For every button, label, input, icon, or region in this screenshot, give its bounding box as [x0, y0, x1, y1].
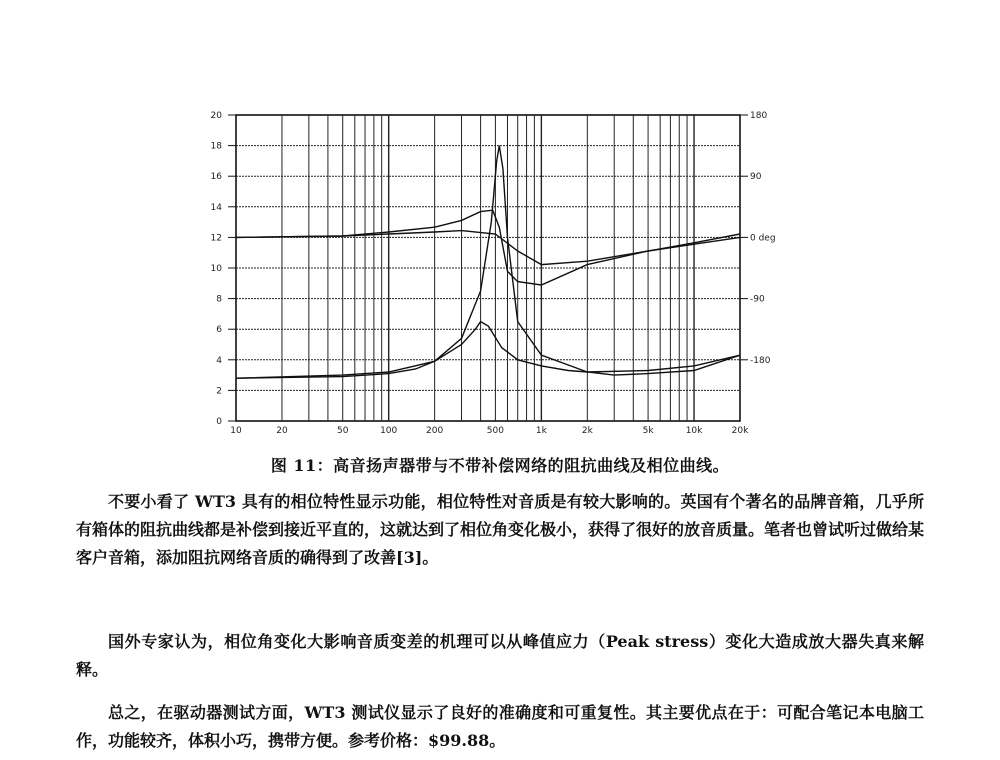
x-tick-label: 2k	[581, 426, 593, 436]
y-tick-label: 2	[216, 386, 222, 397]
x-tick-label: 20	[276, 426, 288, 436]
curve-1	[236, 322, 740, 379]
body-paragraph-1: 不要小看了 WT3 具有的相位特性显示功能，相位特性对音质是有较大影响的。英国有个著名的品牌音箱，几乎所有箱体的阻抗曲线都是补偿到接近平直的，这就达到了相位角变化极小，获得了很好的放音质量。笔者也曾试听过做给某客户音箱，添加阻抗网络音质的确得到了改善[3]。	[76, 492, 925, 567]
y2-tick-label: 180	[750, 111, 768, 121]
figure-caption: 图 11：高音扬声器带与不带补偿网络的阻抗曲线及相位曲线。	[270, 456, 730, 475]
y-tick-label: 10	[210, 264, 222, 274]
x-tick-label: 5k	[642, 426, 654, 436]
chart-curves	[236, 146, 740, 379]
y-tick-label: 12	[210, 233, 222, 244]
y-tick-label: 16	[210, 172, 222, 183]
y-tick-label: 4	[216, 355, 222, 366]
y-tick-label: 0	[216, 417, 222, 427]
x-tick-label: 10k	[685, 426, 703, 436]
curve-2	[236, 146, 740, 379]
body-paragraph-2: 国外专家认为，相位角变化大影响音质变差的机理可以从峰值应力（Peak stress）变化大造成放大器失真来解释。	[76, 632, 924, 679]
y2-tick-label: -180	[750, 355, 771, 366]
x-tick-label: 200	[426, 426, 444, 436]
y2-tick-label: 0 deg	[750, 233, 776, 244]
impedance-phase-chart	[200, 105, 780, 445]
chart-tick-labels	[211, 111, 776, 436]
x-tick-label: 50	[336, 426, 349, 436]
y-tick-label: 14	[210, 202, 222, 213]
chart-grid	[236, 115, 740, 421]
y2-tick-label: 90	[750, 172, 762, 183]
x-tick-label: 500	[486, 426, 504, 436]
y2-tick-label: -90	[750, 294, 765, 305]
x-tick-label: 100	[380, 426, 398, 436]
y-tick-label: 20	[210, 111, 222, 121]
body-paragraph-3: 总之，在驱动器测试方面，WT3 测试仪显示了良好的准确度和可重复性。其主要优点在于：可配合笔记本电脑工作，功能较齐，体积小巧，携带方便。参考价格：$99.88。	[76, 703, 924, 750]
x-tick-label: 10	[230, 426, 242, 436]
y-tick-label: 8	[216, 294, 222, 305]
y-tick-label: 18	[210, 141, 222, 152]
x-tick-label: 20k	[731, 426, 749, 436]
y-tick-label: 6	[216, 325, 222, 336]
x-tick-label: 1k	[535, 426, 547, 436]
